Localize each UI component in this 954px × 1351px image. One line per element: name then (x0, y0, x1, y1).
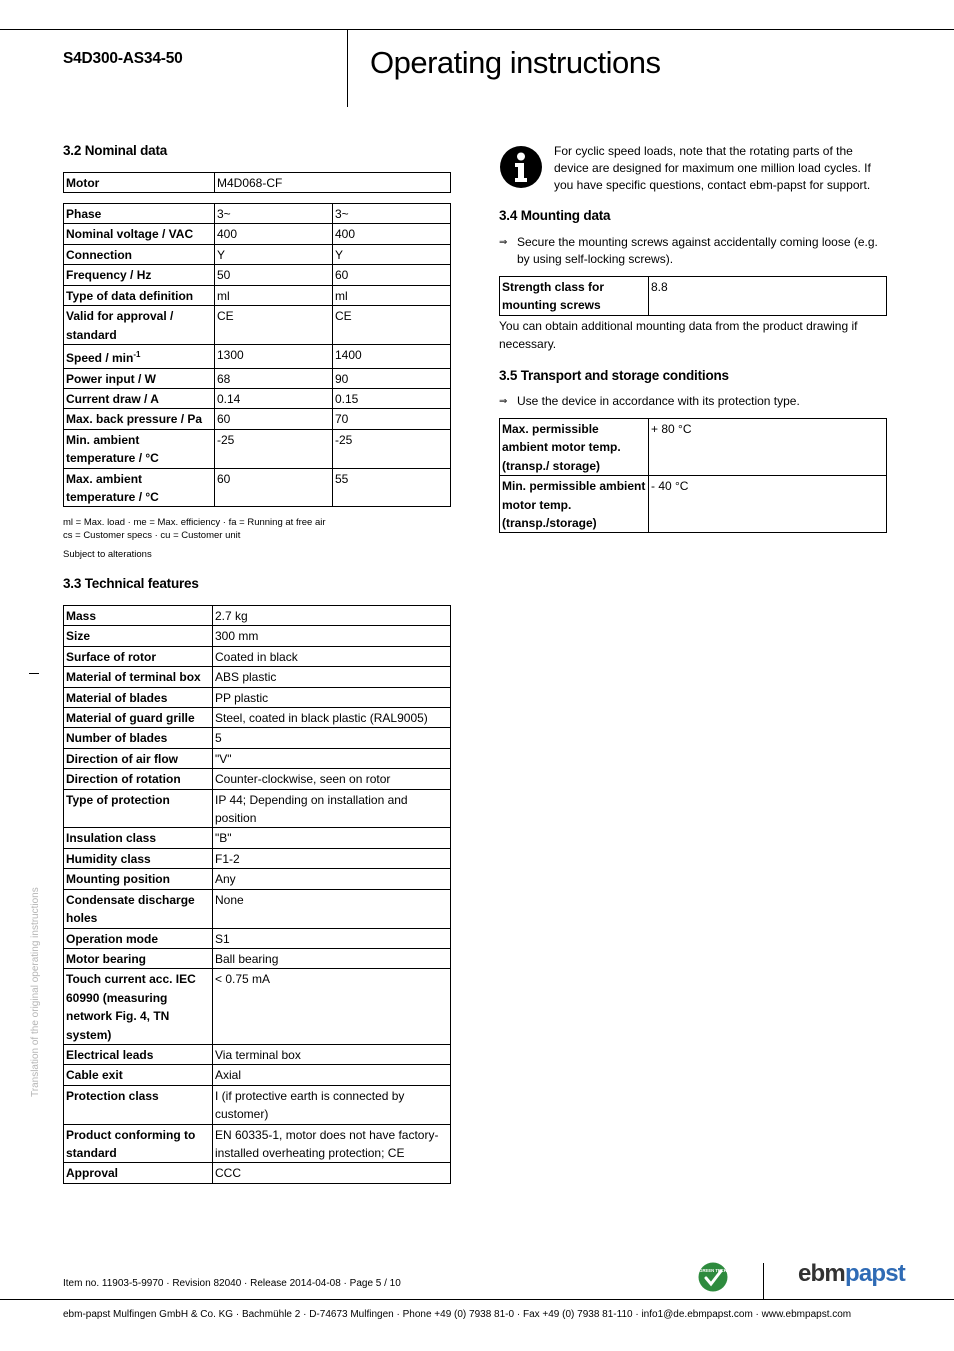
row-value: Counter-clockwise, seen on rotor (213, 769, 451, 789)
value-60hz: 60 (333, 265, 451, 285)
table-row (64, 286, 451, 306)
row-label: Speed / $\min^{-1}$ (64, 345, 215, 368)
row-label: Humidity class (64, 848, 213, 868)
row-label: Material of terminal box (64, 667, 213, 687)
row-label: Direction of air flow (64, 748, 213, 768)
row-value: "B" (213, 828, 451, 848)
value-60hz: 70 (333, 409, 451, 429)
legend-line: ml = Max. load · me = Max. efficiency · fa = Running at free air (63, 517, 326, 528)
row-value: Ball bearing (213, 948, 451, 968)
table-row (64, 869, 451, 889)
table-row (64, 728, 451, 748)
value-60hz: 90 (333, 368, 451, 388)
row-value: < 0.75 mA (213, 969, 451, 1045)
row-label: Cable exit (64, 1065, 213, 1085)
bullet-text: Use the device in accordance with its protection type. (517, 394, 800, 408)
row-value: Via terminal box (213, 1044, 451, 1064)
value-50hz: 3~ (215, 204, 333, 224)
value-60hz: 1400 (333, 345, 451, 368)
row-label: Min. permissible ambient motor temp. (transp./storage) (500, 476, 649, 533)
table-row (64, 769, 451, 789)
row-label: Approval (64, 1163, 213, 1183)
row-label: Protection class (64, 1085, 213, 1124)
nominal-data-heading: 3.2 Nominal data (63, 143, 168, 158)
row-value: S1 (213, 928, 451, 948)
table-row (64, 667, 451, 687)
nominal-table-performance (63, 285, 451, 507)
row-label: Phase (64, 204, 215, 224)
row-label: Operation mode (64, 928, 213, 948)
row-label: Condensate discharge holes (64, 889, 213, 928)
motor-label: Motor (64, 173, 215, 193)
table-row (64, 928, 451, 948)
footer-rule (0, 1299, 954, 1300)
row-label: Current draw / A (64, 389, 215, 409)
value-50hz: -25 (215, 429, 333, 468)
header-divider (347, 29, 348, 107)
table-row (64, 646, 451, 666)
ebmpapst-logo (798, 1260, 905, 1288)
row-label: Material of blades (64, 687, 213, 707)
table-row (64, 1163, 451, 1183)
info-note-text: For cyclic speed loads, note that the rotating parts of the device are designed for maximum one million load cycles. If you have specific questions, contact ebm-papst for support. (554, 144, 871, 192)
green-tech-badge-icon (698, 1262, 728, 1292)
technical-features-heading: 3.3 Technical features (63, 576, 199, 591)
value-50hz: 1300 (215, 345, 333, 368)
table-row (64, 606, 451, 626)
row-value: 2.7 kg (213, 606, 451, 626)
table-row (64, 1124, 451, 1163)
table-row (64, 1065, 451, 1085)
row-label: Connection (64, 244, 215, 264)
value-50hz: 50 (215, 265, 333, 285)
table-row (64, 789, 451, 828)
row-value: Steel, coated in black plastic (RAL9005) (213, 708, 451, 728)
arrow-icon: ⇒ (499, 396, 508, 407)
row-label: Product conforming to standard (64, 1124, 213, 1163)
value-50hz: Y (215, 244, 333, 264)
table-row (64, 687, 451, 707)
row-value: "V" (213, 748, 451, 768)
row-label: Touch current acc. IEC 60990 (measuring network Fig. 4, TN system) (64, 969, 213, 1045)
arrow-icon: ⇒ (499, 237, 508, 248)
top-rule (0, 29, 954, 30)
value-50hz: 60 (215, 409, 333, 429)
table-row (64, 1044, 451, 1064)
row-value: EN 60335-1, motor does not have factory-installed overheating protection; CE (213, 1124, 451, 1163)
row-label: Type of data definition (64, 286, 215, 306)
mounting-bullet (499, 234, 887, 268)
row-label: Electrical leads (64, 1044, 213, 1064)
table-row (64, 708, 451, 728)
technical-features-table (63, 605, 451, 1184)
table-row (64, 244, 451, 264)
table-row (64, 848, 451, 868)
value-60hz: 55 (333, 468, 451, 507)
value-50hz: 68 (215, 368, 333, 388)
bullet-text: Secure the mounting screws against accidentally coming loose (e.g. by using self-locking screws). (517, 235, 878, 266)
unit-superscript: -1 (133, 350, 141, 360)
table-row (64, 368, 451, 388)
row-value: IP 44; Depending on installation and position (213, 789, 451, 828)
row-value: PP plastic (213, 687, 451, 707)
row-label: Mass (64, 606, 213, 626)
table-row (64, 948, 451, 968)
row-label: Insulation class (64, 828, 213, 848)
row-value: - 40 °C (649, 476, 887, 533)
row-label: Valid for approval / standard (64, 306, 215, 345)
table-row (500, 277, 887, 316)
side-translation-note: Translation of the original operating instructions (30, 887, 41, 1097)
value-60hz: 3~ (333, 204, 451, 224)
row-label: Motor bearing (64, 948, 213, 968)
table-row (64, 224, 451, 244)
product-code: S4D300-AS34-50 (63, 50, 183, 67)
row-label: Surface of rotor (64, 646, 213, 666)
row-label: Mounting position (64, 869, 213, 889)
row-value: Any (213, 869, 451, 889)
row-label: Number of blades (64, 728, 213, 748)
value-50hz: CE (215, 306, 333, 345)
row-value: 5 (213, 728, 451, 748)
row-value: ABS plastic (213, 667, 451, 687)
row-value: 8.8 (649, 277, 887, 316)
row-label: Max. permissible ambient motor temp. (transp./ storage) (500, 419, 649, 476)
logo-divider (763, 1263, 764, 1299)
row-label: Nominal voltage / VAC (64, 224, 215, 244)
row-value: F1-2 (213, 848, 451, 868)
table-row (64, 828, 451, 848)
row-value: 300 mm (213, 626, 451, 646)
value-50hz: 0.14 (215, 389, 333, 409)
margin-fold-mark (29, 673, 39, 674)
table-row (64, 626, 451, 646)
value-60hz: ml (333, 286, 451, 306)
row-value: I (if protective earth is connected by customer) (213, 1085, 451, 1124)
value-60hz: 400 (333, 224, 451, 244)
table-row (64, 306, 451, 345)
row-label: Max. ambient temperature / °C (64, 468, 215, 507)
mounting-note: You can obtain additional mounting data from the product drawing if necessary. (499, 319, 858, 351)
table-row (64, 409, 451, 429)
row-value: + 80 °C (649, 419, 887, 476)
transport-table (499, 418, 887, 533)
mounting-table (499, 276, 887, 316)
motor-value: M4D068-CF (215, 173, 451, 193)
row-value: Axial (213, 1065, 451, 1085)
value-60hz: 0.15 (333, 389, 451, 409)
abbreviation-legend (63, 516, 326, 542)
motor-table (63, 172, 451, 193)
table-row (500, 419, 887, 476)
row-label: Power input / W (64, 368, 215, 388)
table-row (64, 173, 451, 193)
row-value: CCC (213, 1163, 451, 1183)
table-row (64, 204, 451, 224)
table-row (64, 345, 451, 368)
logo-part-ebm: ebm (798, 1260, 845, 1287)
footer-item-line: Item no. 11903-5-9970 · Revision 82040 · Release 2014-04-08 · Page 5 / 10 (63, 1278, 401, 1289)
table-row (64, 748, 451, 768)
table-row (64, 429, 451, 468)
table-row (64, 969, 451, 1045)
nominal-table-electrical (63, 203, 451, 286)
value-60hz: Y (333, 244, 451, 264)
table-row (64, 265, 451, 285)
table-row (500, 476, 887, 533)
table-row (64, 468, 451, 507)
mounting-data-heading: 3.4 Mounting data (499, 208, 611, 223)
row-value: None (213, 889, 451, 928)
subject-to-alterations: Subject to alterations (63, 549, 152, 560)
row-label: Frequency / Hz (64, 265, 215, 285)
table-row (64, 1085, 451, 1124)
transport-storage-heading: 3.5 Transport and storage conditions (499, 368, 729, 383)
value-60hz: CE (333, 306, 451, 345)
row-label: Material of guard grille (64, 708, 213, 728)
row-label: Strength class for mounting screws (500, 277, 649, 316)
row-label: Min. ambient temperature / °C (64, 429, 215, 468)
badge-text: GREEN TECH (699, 1268, 727, 1273)
transport-bullet (499, 393, 887, 410)
table-row (64, 889, 451, 928)
row-label: Type of protection (64, 789, 213, 828)
table-row (64, 389, 451, 409)
row-value: Coated in black (213, 646, 451, 666)
value-50hz: 60 (215, 468, 333, 507)
value-50hz: 400 (215, 224, 333, 244)
row-label: Size (64, 626, 213, 646)
value-50hz: ml (215, 286, 333, 306)
row-label: Direction of rotation (64, 769, 213, 789)
logo-part-papst: papst (844, 1260, 905, 1287)
row-label: Max. back pressure / Pa (64, 409, 215, 429)
footer-company-line: ebm-papst Mulfingen GmbH & Co. KG · Bachmühle 2 · D-74673 Mulfingen · Phone +49 (0) 7938 81-0 · Fax +49 (0) 7938 81-110 · info1@de.ebmpapst.com · www.ebmpapst.com (63, 1309, 852, 1320)
legend-line: cs = Customer specs · cu = Customer unit (63, 530, 241, 541)
info-icon (499, 145, 543, 189)
page-title: Operating instructions (370, 45, 661, 80)
value-60hz: -25 (333, 429, 451, 468)
